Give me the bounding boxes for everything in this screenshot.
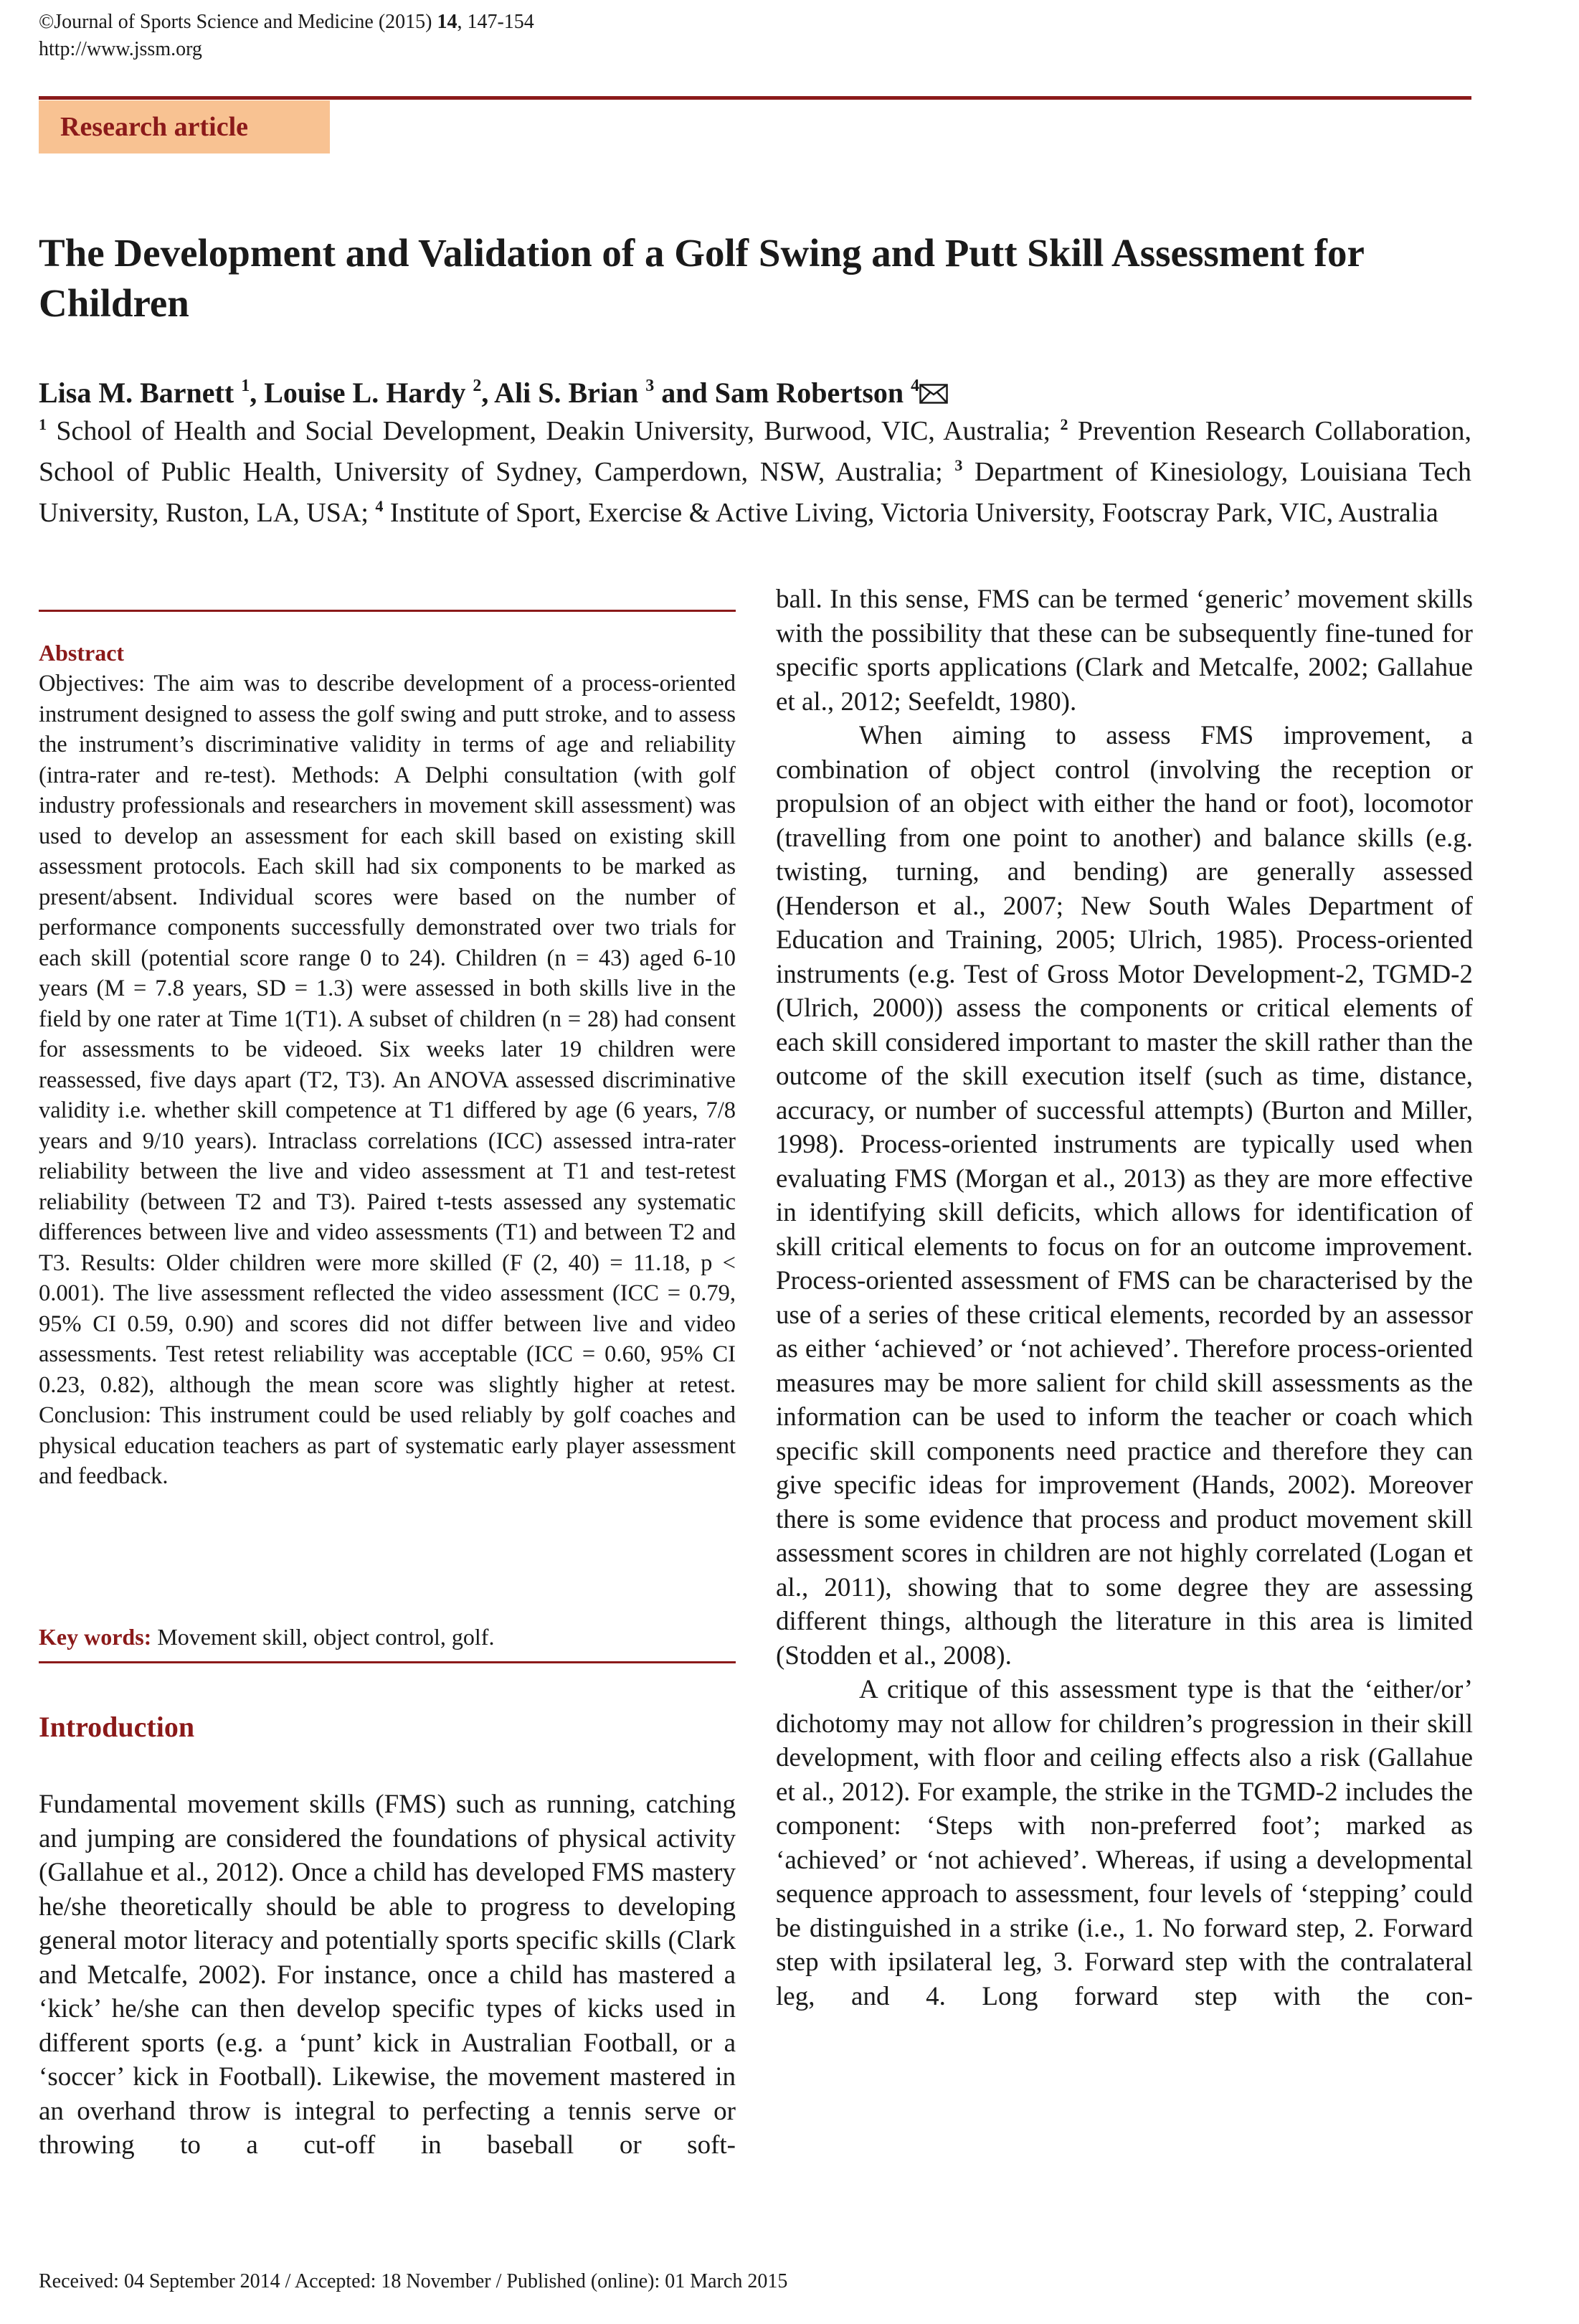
keywords-bottom-rule [39,1661,736,1663]
publication-dates: Received: 04 September 2014 / Accepted: 18 November / Published (online): 01 March 2015 [39,2270,788,2292]
body-paragraph: A critique of this assessment type is that the ‘either/or’ dichotomy may not allow for children’s progression in their skill development, with floor and ceiling effects also a risk (Gallahue et al., 2012). For example, the strike in the TGMD-2 includes the component: ‘Steps with non-preferred foot’; marked as ‘achieved’ or ‘not achieved’. Whereas, if using a developmental sequence approach to assessment, four levels of ‘stepping’ could be distinguished in a strike (i.e., 1. No forward step, 2. Forward step with ipsilateral leg, 3. Forward step with the contralateral leg, and 4. Long forward step with the con- [776,1675,1473,2011]
affiliations: $^1$ School of Health and Social Development, Deakin University, Burwood, VIC, Australia; $^2$ Prevention Research Collaboration, School of Public Health, University of Sydney, Camperdown, NSW, Australia; $^3$ Department of Kinesiology, Louisiana Tech University, Ruston, LA, USA; $^4$ Institute of Sport, Exercise & Active Living, Victoria University, Footscray Park, VIC, Australia [39,415,1472,528]
paper-title: The Development and Validation of a Golf Swing and Putt Skill Assessment for Children [39,231,1364,325]
right-column-text [776,582,1473,2013]
author-name: , Louise L. Hardy [250,377,473,409]
keywords [39,1622,736,1651]
abstract-heading: Abstract [39,640,125,666]
abstract-top-rule [39,610,736,612]
keywords-text: Movement skill, object control, golf. [151,1624,495,1650]
body-paragraph: ball. In this sense, FMS can be termed ‘generic’ movement skills with the possibility that these can be subsequently fine-tuned for specific sports applications (Clark and Metcalfe, 2002; Gallahue et al., 2012; Seefeldt, 1980). [776,585,1473,717]
journal-citation: ©Journal of Sports Science and Medicine (2015) 14, 147-154 [39,11,534,33]
article-type-badge: Research article [39,100,330,153]
body-paragraph: When aiming to assess FMS improvement, a combination of object control (involving the reception or propulsion of an object with either the hand or foot), locomotor (travelling from one point to another) and balance skills (e.g. twisting, turning, and bending) are generally assessed (Henderson et al., 2007; New South Wales Department of Education and Training, 2005; Ulrich, 1985). Process-oriented instruments (e.g. Test of Gross Motor Development-2, TGMD-2 (Ulrich, 2000)) assess the components or critical elements of each skill considered important to master the skill rather than the outcome of the skill execution itself (such as time, distance, accuracy, or number of successful attempts) (Burton and Miller, 1998). Process-oriented instruments are typically used when evaluating FMS (Morgan et al., 2013) as they are more effective in identifying skill deficits, which allows for identification of skill critical elements to focus on for an outcome improvement. Process-oriented assessment of FMS can be characterised by the use of a series of these critical elements, recorded by an assessor as either ‘achieved’ or ‘not achieved’. Therefore process-oriented measures may be more salient for child skill assessments as the information can be used to inform the teacher or coach which specific skill components need practice and therefore they can give specific ideas for improvement (Hands, 2002). Moreover there is some evidence that process and product movement skill assessment scores in children are not highly correlated (Logan et al., 2011), showing that to some degree they are assessing different things, although the literature in this area is limited (Stodden et al., 2008). [776,721,1473,1671]
keywords-label: Key words: [39,1624,152,1650]
author-list: Lisa M. Barnett $^1$, Louise L. Hardy $^2$, Ali S. Brian $^3$ and Sam Robertson $^4$ [39,366,1473,413]
envelope-icon[interactable] [919,374,948,395]
author-name: and Sam Robertson [654,377,911,409]
author-name: Lisa M. Barnett [39,377,242,409]
header-rule [39,96,1471,100]
section-heading-introduction: Introduction [39,1711,195,1743]
journal-url[interactable]: http://www.jssm.org [39,38,202,60]
author-name: , Ali S. Brian [481,377,646,409]
introduction-paragraph: Fundamental movement skills (FMS) such as running, catching and jumping are considered the foundations of physical activity (Gallahue et al., 2012). Once a child has developed FMS mastery he/she theoretically should be able to progress to developing general motor literacy and potentially sports specific skills (Clark and Metcalfe, 2002). For instance, once a child has mastered a ‘kick’ he/she can then develop specific types of kicks used in different sports (e.g. a ‘punt’ kick in Australian Football, or a ‘soccer’ kick in Football). Likewise, the movement mastered in an overhand throw is integral to perfecting a tennis serve or throwing to a cut-off in baseball or soft- [39,1790,736,2160]
abstract-text: Objectives: The aim was to describe development of a process-oriented instrument designed to assess the golf swing and putt stroke, and to assess the instrument’s discriminative validity in terms of age and reliability (intra-rater and re-test). Methods: A Delphi consultation (with golf industry professionals and researchers in movement skill assessment) was used to develop an assessment for each skill based on existing skill assessment protocols. Each skill had six components to be marked as present/absent. Individual scores were based on the number of performance components successfully demonstrated over two trials for each skill (potential score range 0 to 24). Children (n = 43) aged 6-10 years (M = 7.8 years, SD = 1.3) were assessed in both skills live in the field by one rater at Time 1(T1). A subset of children (n = 28) had consent for assessments to be videoed. Six weeks later 19 children were reassessed, five days apart (T2, T3). An ANOVA assessed discriminative validity i.e. whether skill competence at T1 differed by age (6 years, 7/8 years and 9/10 years). Intraclass correlations (ICC) assessed intra-rater reliability between the live and video assessment at T1 and test-retest reliability (between T2 and T3). Paired t-tests assessed any systematic differences between live and video assessments (T1) and between T2 and T3. Results: Older children were more skilled (F (2, 40) = 11.18, p < 0.001). The live assessment reflected the video assessment (ICC = 0.79, 95% CI 0.59, 0.90) and scores did not differ between live and video assessments. Test retest reliability was acceptable (ICC = 0.60, 95% CI 0.23, 0.82), although the mean score was slightly higher at retest. Conclusion: This instrument could be used reliably by golf coaches and physical education teachers as part of systematic early player assessment and feedback. [39,671,736,1489]
